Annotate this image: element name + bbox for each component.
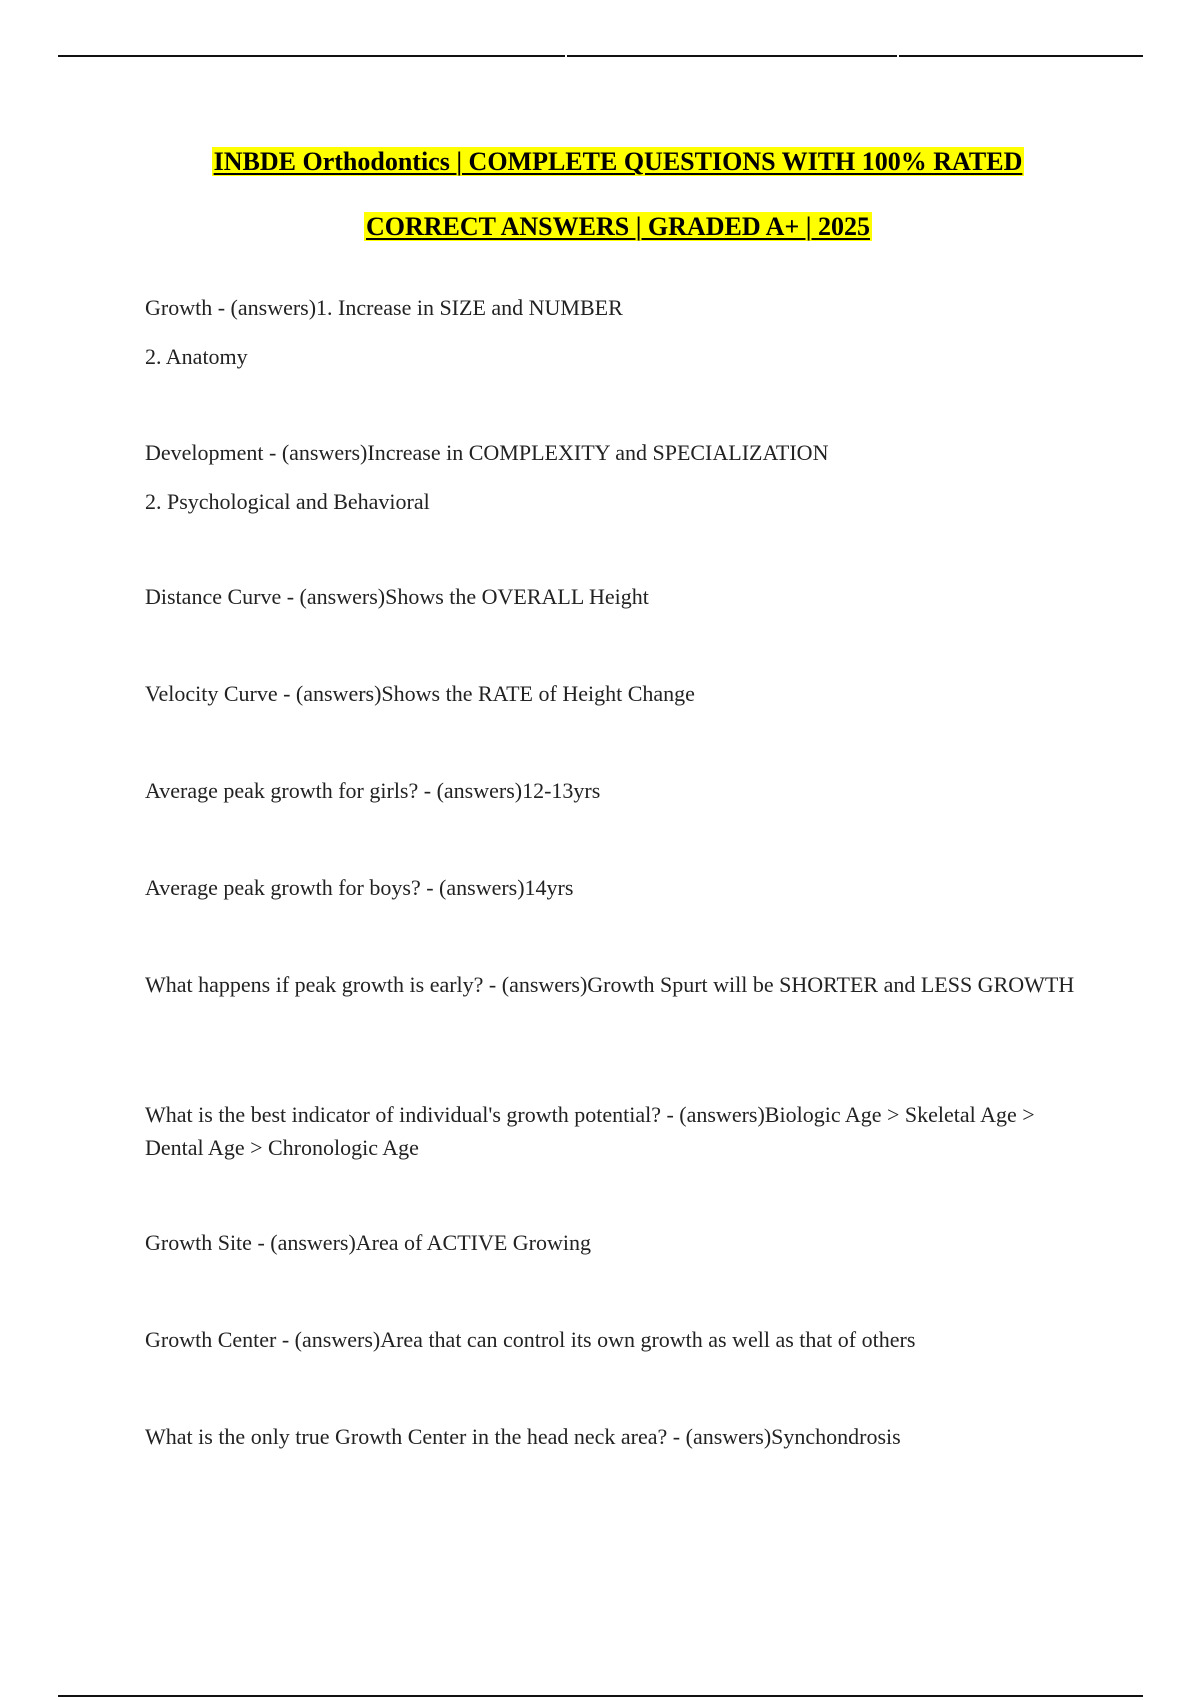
qa-item: What is the best indicator of individual's growth potential? - (answers)Biologic Age > Skeletal Age > Dental Age > Chronologic Age	[145, 1102, 1035, 1160]
qa-item: Growth Site - (answers)Area of ACTIVE Growing	[145, 1230, 592, 1255]
qa-item: Velocity Curve - (answers)Shows the RATE of Height Change	[145, 681, 695, 706]
title-highlight-1: INBDE Orthodontics | COMPLETE QUESTIONS WITH 100% RATED	[213, 147, 1023, 176]
qa-item: 2. Anatomy	[145, 344, 248, 369]
qa-item: What happens if peak growth is early? - (answers)Growth Spurt will be SHORTER and LESS GROWTH	[145, 972, 1075, 997]
qa-item: Distance Curve - (answers)Shows the OVERALL Height	[145, 584, 649, 609]
qa-item: Growth - (answers)1. Increase in SIZE and NUMBER	[145, 295, 623, 320]
footer-rule	[58, 1695, 1143, 1697]
header-rule-middle	[567, 55, 897, 57]
qa-item: Average peak growth for boys? - (answers)14yrs	[145, 875, 574, 900]
header-rule-right	[899, 55, 1143, 57]
document-title-line-2	[0, 211, 1200, 243]
title-highlight-2: CORRECT ANSWERS | GRADED A+ | 2025	[366, 212, 870, 241]
header-rule-left	[58, 55, 565, 57]
qa-item: Growth Center - (answers)Area that can control its own growth as well as that of others	[145, 1327, 916, 1352]
qa-item: Development - (answers)Increase in COMPLEXITY and SPECIALIZATION	[145, 440, 829, 465]
qa-item: Average peak growth for girls? - (answers)12-13yrs	[145, 778, 601, 803]
document-title-line-1	[0, 146, 1200, 178]
qa-item: What is the only true Growth Center in the head neck area? - (answers)Synchondrosis	[145, 1424, 901, 1449]
qa-item: 2. Psychological and Behavioral	[145, 489, 430, 514]
